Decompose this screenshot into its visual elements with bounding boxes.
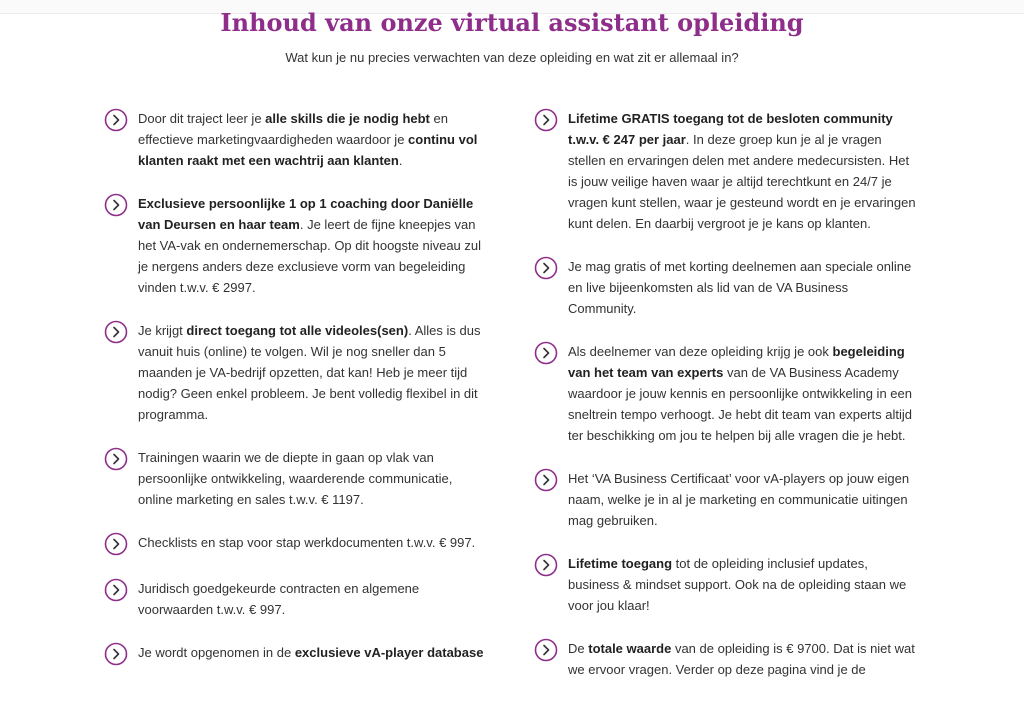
feature-text: [138, 320, 486, 425]
chevron-right-circle-icon: [104, 642, 128, 666]
feature-text-bold: alle skills die je nodig hebt: [265, 111, 430, 126]
chevron-right-circle-icon: [104, 320, 128, 344]
features-column-left: [104, 108, 504, 688]
feature-text: [138, 642, 486, 663]
feature-text-segment: De: [568, 641, 589, 656]
page-title: Inhoud van onze virtual assistant opleiding: [220, 8, 804, 37]
feature-text-segment: Juridisch goedgekeurde contracten en algemene voorwaarden t.w.v. € 997.: [138, 581, 420, 617]
feature-text-segment: Het ‘VA Business Certificaat’ voor vA-players op jouw eigen naam, welke je in al je marketing en communicatie uitingen mag gebruiken.: [568, 471, 910, 528]
chevron-right-circle-icon: [104, 108, 128, 132]
feature-item: [534, 638, 934, 680]
chevron-right-circle-icon: [104, 578, 128, 602]
feature-text-segment: en effectieve marketingvaardigheden waardoor je: [138, 111, 448, 147]
feature-text-segment: Door dit traject leer je: [138, 111, 266, 126]
feature-text: [568, 256, 916, 319]
feature-text-bold: direct toegang tot alle videoles(sen): [186, 323, 409, 338]
chevron-right-circle-icon: [534, 341, 558, 365]
feature-text-bold: exclusieve vA-player database: [294, 645, 484, 660]
chevron-right-circle-icon: [534, 553, 558, 577]
feature-item: [104, 320, 504, 425]
feature-item: [104, 642, 504, 666]
page-subtitle: Wat kun je nu precies verwachten van deze opleiding en wat zit er allemaal in?: [285, 50, 739, 65]
feature-text-segment: . Alles is dus vanuit huis (online) te volgen. Wil je nog sneller dan 5 maanden je VA-bedrijf opzetten, dat kan! Heb je meer tijd nodig? Geen enkel probleem. Je bent volledig flexibel in dit programma.: [138, 323, 481, 422]
chevron-right-circle-icon: [534, 638, 558, 662]
feature-text-segment: van de opleiding is € 9700. Dat is niet wat we ervoor vragen. Verder op deze pagina vind je de: [568, 641, 915, 677]
chevron-right-circle-icon: [104, 193, 128, 217]
feature-item: [534, 553, 934, 616]
feature-text-bold: begeleiding van het team van experts: [568, 344, 905, 380]
feature-text: [568, 638, 916, 680]
feature-text: [568, 341, 916, 446]
feature-text: [568, 468, 916, 531]
feature-text-bold: Lifetime GRATIS toegang tot de besloten community t.w.v. € 247 per jaar: [568, 111, 893, 147]
chevron-right-circle-icon: [534, 108, 558, 132]
feature-item: [104, 532, 504, 556]
feature-text-segment: van de VA Business Academy waardoor je jouw kennis en persoonlijke ontwikkeling in een sneltrein tempo verhoogt. Je hebt dit team van experts altijd ter beschikking om jou te helpen bij alle vragen die je hebt.: [568, 365, 912, 443]
feature-text-segment: . Je leert de fijne kneepjes van het VA-vak en ondernemerschap. Op dit hoogste niveau zul je nergens anders deze exclusieve vorm van begeleiding vinden t.w.v. € 2997.: [138, 217, 482, 295]
feature-text: [138, 447, 486, 510]
feature-item: [104, 108, 504, 171]
feature-item: [104, 193, 504, 298]
feature-text-segment: .: [398, 153, 403, 168]
feature-item: [534, 108, 934, 234]
feature-text: [568, 108, 916, 234]
feature-item: [534, 341, 934, 446]
feature-item: [104, 578, 504, 620]
feature-text-bold: Exclusieve persoonlijke 1 op 1 coaching door Daniëlle van Deursen en haar team: [138, 196, 474, 232]
chevron-right-circle-icon: [104, 532, 128, 556]
chevron-right-circle-icon: [534, 256, 558, 280]
chevron-right-circle-icon: [534, 468, 558, 492]
feature-text: [138, 578, 486, 620]
feature-text-segment: Je krijgt: [138, 323, 187, 338]
feature-text-segment: . In deze groep kun je al je vragen stellen en ervaringen delen met andere medecursisten. Het is jouw veilige haven waar je altijd terechtkunt en 24/7 je vragen kunt stellen, waar je gesteund wordt en je ervaringen kunt delen. En daarbij vergroot je je kans op klanten.: [568, 132, 916, 231]
feature-text: [568, 553, 916, 616]
feature-text-segment: Je mag gratis of met korting deelnemen aan speciale online en live bijeenkomsten als lid van de VA Business Community.: [568, 259, 912, 316]
feature-text: [138, 108, 486, 171]
features-column-right: [534, 108, 934, 702]
chevron-right-circle-icon: [104, 447, 128, 471]
feature-text-segment: Als deelnemer van deze opleiding krijg je ook: [568, 344, 833, 359]
feature-text: [138, 532, 486, 553]
feature-text-bold: Lifetime toegang: [568, 556, 673, 571]
feature-item: [534, 256, 934, 319]
feature-text-bold: continu vol klanten raakt met een wachtrij aan klanten: [138, 132, 478, 168]
feature-text-segment: Je wordt opgenomen in de: [138, 645, 295, 660]
feature-item: [104, 447, 504, 510]
feature-text: [138, 193, 486, 298]
feature-text-segment: Checklists en stap voor stap werkdocumenten t.w.v. € 997.: [138, 535, 476, 550]
feature-text-segment: Trainingen waarin we de diepte in gaan op vlak van persoonlijke ontwikkeling, waarderende communicatie, online marketing en sales t.w.v. € 1197.: [138, 450, 453, 507]
feature-item: [534, 468, 934, 531]
feature-text-segment: tot de opleiding inclusief updates, business & mindset support. Ook na de opleiding staan we voor jou klaar!: [568, 556, 907, 613]
feature-text-bold: totale waarde: [588, 641, 672, 656]
